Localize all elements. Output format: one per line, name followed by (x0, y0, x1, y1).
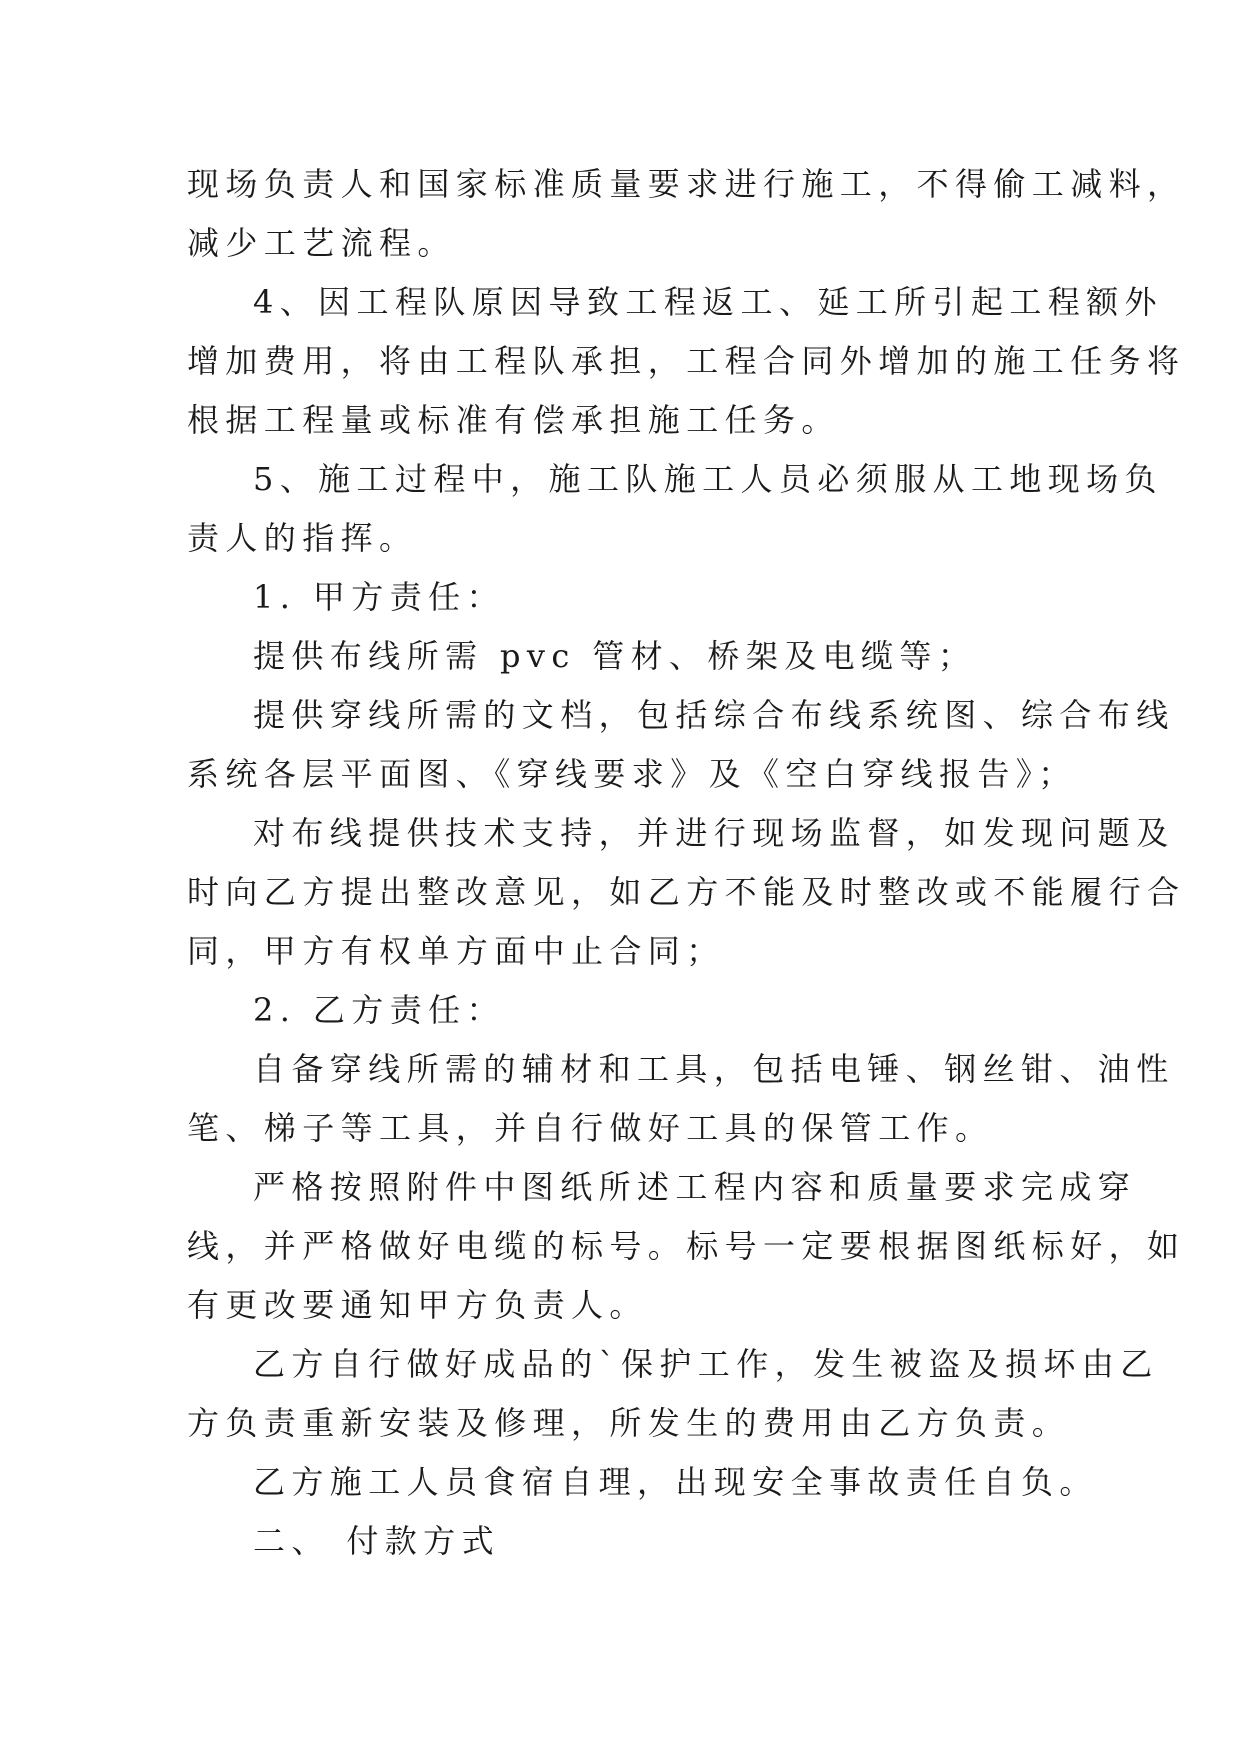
paragraph-line: 现场负责人和国家标准质量要求进行施工，不得偷工减料， (187, 165, 1186, 203)
paragraph-line: 线，并严格做好电缆的标号。标号一定要根据图纸标好，如 (187, 1227, 1186, 1265)
paragraph-first-line: 严格按照附件中图纸所述工程内容和质量要求完成穿 (253, 1168, 1137, 1206)
paragraph-first-line: 2. 乙方责任： (253, 991, 505, 1029)
paragraph-line: 方负责重新安装及修理，所发生的费用由乙方负责。 (187, 1404, 1071, 1442)
paragraph-line: 责人的指挥。 (187, 519, 418, 557)
paragraph-line: 系统各层平面图、《穿线要求》及《空白穿线报告》； (187, 755, 1077, 793)
paragraph-line: 减少工艺流程。 (187, 224, 456, 262)
paragraph-first-line: 4、因工程队原因导致工程返工、延工所引起工程额外 (253, 283, 1163, 321)
document-body (187, 155, 1186, 1571)
paragraph-first-line: 5、施工过程中，施工队施工人员必须服从工地现场负 (253, 460, 1163, 498)
paragraph-line: 同，甲方有权单方面中止合同； (187, 932, 725, 970)
paragraph-first-line: 提供穿线所需的文档，包括综合布线系统图、综合布线 (253, 696, 1175, 734)
paragraph-first-line: 提供布线所需 pvc 管材、桥架及电缆等； (253, 637, 977, 675)
paragraph-line: 笔、梯子等工具，并自行做好工具的保管工作。 (187, 1109, 994, 1147)
paragraph-first-line: 1. 甲方责任： (253, 578, 505, 616)
paragraph-line: 时向乙方提出整改意见，如乙方不能及时整改或不能履行合 (187, 873, 1186, 911)
paragraph-line: 有更改要通知甲方负责人。 (187, 1286, 648, 1324)
paragraph-first-line: 自备穿线所需的辅材和工具，包括电锤、钢丝钳、油性 (253, 1050, 1175, 1088)
paragraph-first-line: 乙方施工人员食宿自理，出现安全事故责任自负。 (253, 1463, 1098, 1501)
paragraph-first-line: 对布线提供技术支持，并进行现场监督，如发现问题及 (253, 814, 1175, 852)
paragraph-first-line: 乙方自行做好成品的`保护工作，发生被盗及损坏由乙 (253, 1345, 1159, 1383)
paragraph-line: 增加费用，将由工程队承担，工程合同外增加的施工任务将 (187, 342, 1186, 380)
paragraph-line: 根据工程量或标准有偿承担施工任务。 (187, 401, 840, 439)
paragraph-first-line: 二、 付款方式 (253, 1522, 500, 1560)
